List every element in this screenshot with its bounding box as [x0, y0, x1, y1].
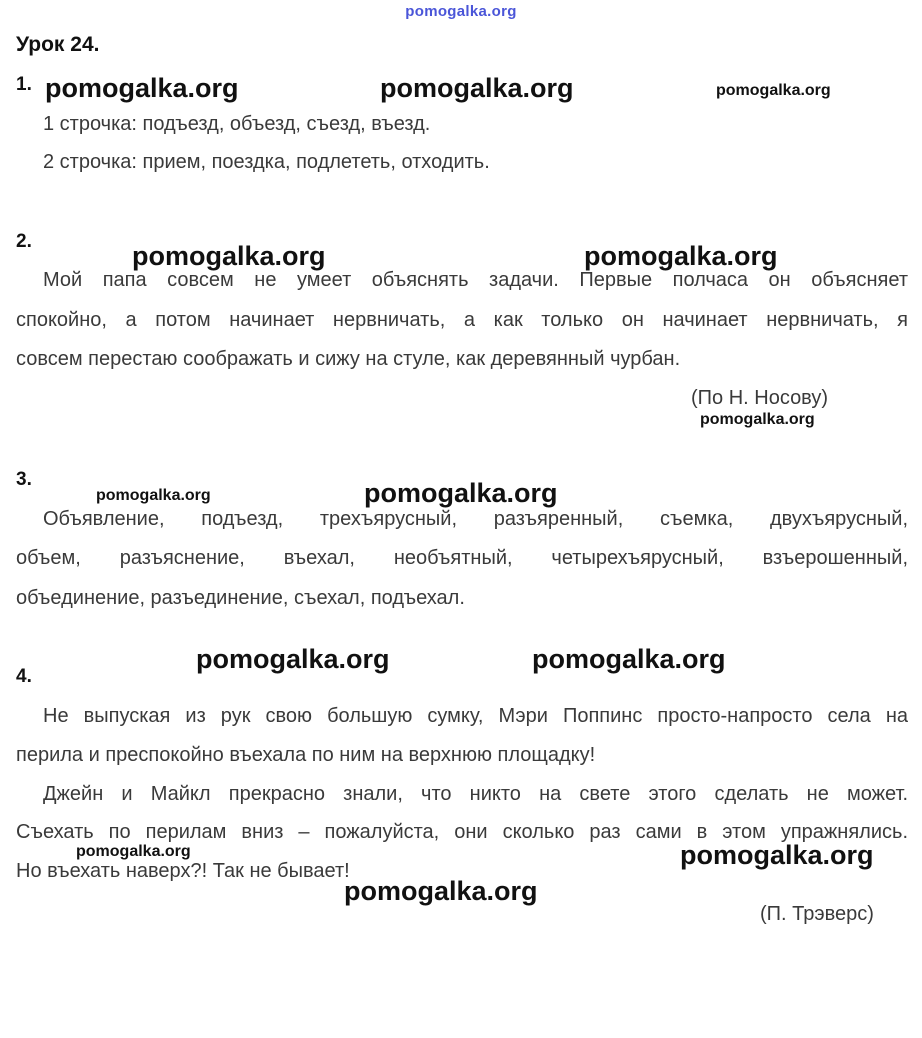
watermark: pomogalka.org — [532, 644, 726, 674]
watermark: pomogalka.org — [680, 840, 874, 870]
watermark: pomogalka.org — [344, 876, 538, 906]
watermark: pomogalka.org — [380, 73, 574, 103]
exercise-3-line-1: Объявление, подъезд, трехъярусный, разъяренный, съемка, двухъярусный, — [43, 508, 908, 530]
watermark: pomogalka.org — [45, 73, 239, 103]
exercise-2-line-2: спокойно, а потом начинает нервничать, а как только он начинает нервничать, я — [16, 309, 908, 331]
site-link[interactable]: pomogalka.org — [405, 3, 517, 20]
watermark: pomogalka.org — [716, 82, 831, 99]
watermark: pomogalka.org — [96, 487, 211, 504]
exercise-4-line-1: Не выпуская из рук свою большую сумку, Мэри Поппинс просто-напросто села на — [43, 705, 908, 727]
exercise-4-line-3: Джейн и Майкл прекрасно знали, что никто на свете этого сделать не может. — [43, 783, 908, 805]
exercise-4-source: (П. Трэверс) — [760, 903, 874, 925]
watermark: pomogalka.org — [584, 241, 778, 271]
exercise-4-line-2: перила и преспокойно въехала по ним на верхнюю площадку! — [16, 744, 596, 766]
exercise-3-number: 3. — [16, 469, 32, 490]
exercise-1-line-1: 1 строчка: подъезд, объезд, съезд, въезд. — [43, 113, 431, 135]
exercise-2-line-3: совсем перестаю соображать и сижу на стуле, как деревянный чурбан. — [16, 348, 681, 370]
exercise-1-number: 1. — [16, 74, 32, 95]
exercise-1-line-2: 2 строчка: прием, поездка, подлететь, отходить. — [43, 151, 490, 173]
watermark: pomogalka.org — [700, 411, 815, 428]
watermark: pomogalka.org — [196, 644, 390, 674]
exercise-3-line-2: объем, разъяснение, въехал, необъятный, четырехъярусный, взъерошенный, — [16, 547, 908, 569]
watermark: pomogalka.org — [132, 241, 326, 271]
exercise-2-number: 2. — [16, 231, 32, 252]
watermark: pomogalka.org — [76, 843, 191, 860]
exercise-3-line-3: объединение, разъединение, съехал, подъехал. — [16, 587, 465, 609]
watermark: pomogalka.org — [364, 478, 558, 508]
lesson-title: Урок 24. — [16, 33, 100, 56]
exercise-2-line-1: Мой папа совсем не умеет объяснять задачи. Первые полчаса он объясняет — [43, 269, 908, 291]
exercise-2-source: (По Н. Носову) — [691, 387, 829, 409]
exercise-4-line-5: Но въехать наверх?! Так не бывает! — [16, 860, 350, 882]
exercise-4-number: 4. — [16, 666, 32, 687]
exercise-4-line-4: Съехать по перилам вниз – пожалуйста, они сколько раз сами в этом упражнялись. — [16, 821, 908, 843]
